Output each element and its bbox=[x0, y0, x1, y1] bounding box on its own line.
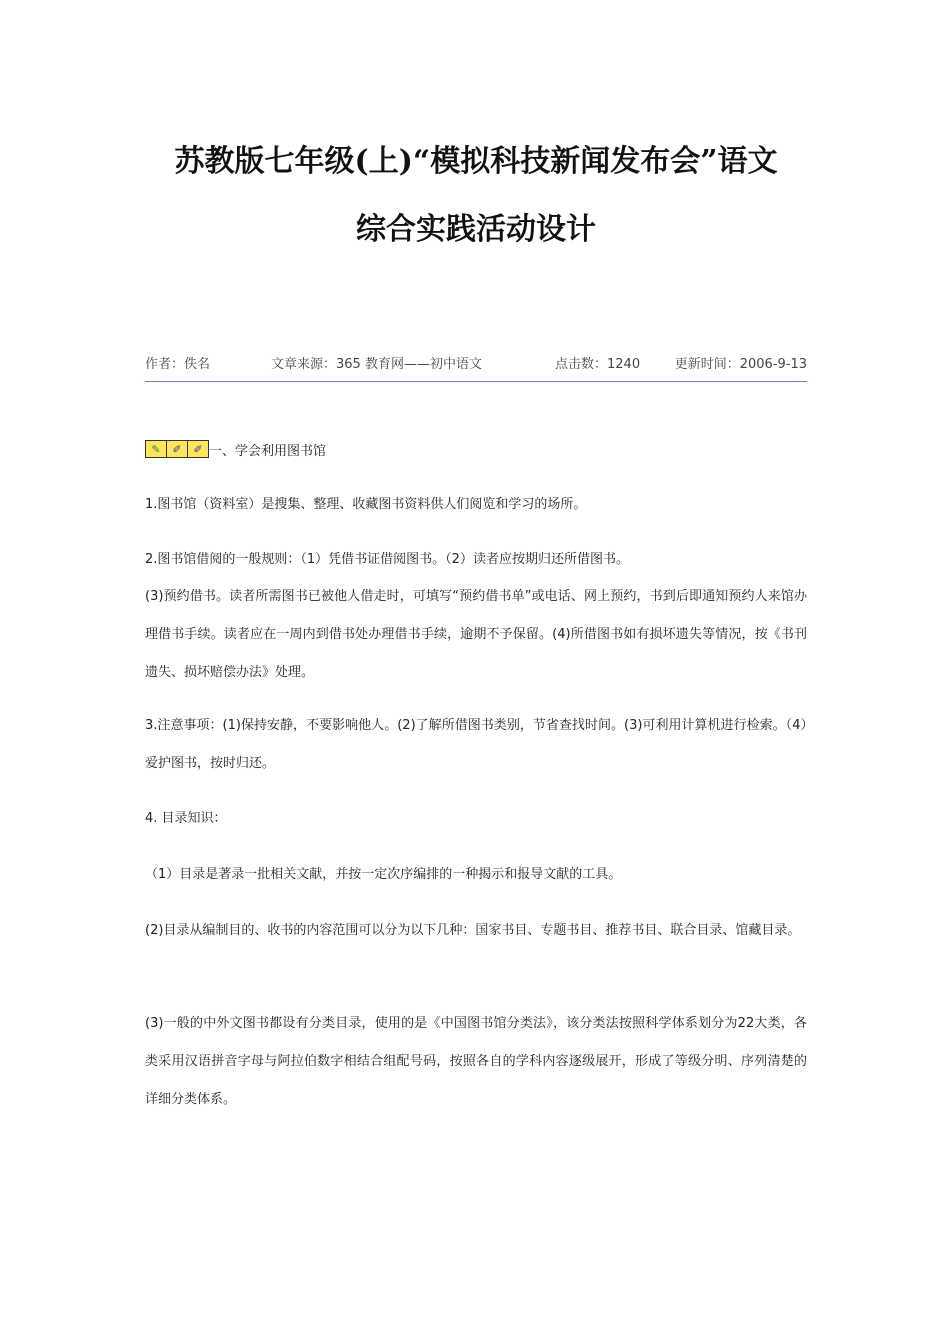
pen-icon: ✐ bbox=[187, 440, 209, 458]
meta-hits: 点击数：1240 bbox=[555, 357, 641, 372]
meta-author: 作者：佚名 bbox=[145, 357, 211, 372]
article-meta bbox=[145, 350, 807, 374]
paragraph-2: 2.图书馆借阅的一般规则：（1）凭借书证借阅图书。（2）读者应按期归还所借图书。 bbox=[145, 552, 629, 567]
paragraph-3: (3)预约借书。读者所需图书已被他人借走时，可填写“预约借书单”或电话、网上预约，书到后即通知预约人来馆办理借书手续。读者应在一周内到借书处办理借书手续，逾期不予保留。(4)所借图书如有损坏遗失等情况，按《书刊遗失、损坏赔偿办法》处理。 bbox=[145, 589, 807, 680]
paragraph-6: （1）目录是著录一批相关文献，并按一定次序编排的一种揭示和报导文献的工具。 bbox=[145, 867, 622, 882]
pen-icon: ✐ bbox=[166, 440, 188, 458]
paragraph-5: 4. 目录知识： bbox=[145, 811, 227, 826]
title-line-1: 苏教版七年级(上)“模拟科技新闻发布会”语文 bbox=[174, 144, 778, 179]
document-title bbox=[145, 128, 807, 264]
meta-source: 文章来源：365 教育网——初中语文 bbox=[271, 357, 482, 372]
paragraph-7: (2)目录从编制目的、收书的内容范围可以分为以下几种：国家书目、专题书目、推荐书目、联合目录、馆藏目录。 bbox=[145, 923, 801, 938]
section-heading bbox=[145, 438, 326, 460]
paragraph-4: 3.注意事项：(1)保持安静，不要影响他人。(2)了解所借图书类别，节省查找时间。(3)可利用计算机进行检索。（4）爱护图书，按时归还。 bbox=[145, 718, 807, 771]
title-line-2: 综合实践活动设计 bbox=[356, 212, 596, 247]
meta-updated: 更新时间：2006-9-13 bbox=[674, 357, 807, 372]
paragraph-8: (3)一般的中外文图书都设有分类目录，使用的是《中国图书馆分类法》，该分类法按照科学体系划分为22大类，各类采用汉语拼音字母与阿拉伯数字相结合组配号码，按照各自的学科内容逐级展开，形成了等级分明、序列清楚的详细分类体系。 bbox=[145, 1016, 807, 1107]
meta-divider bbox=[145, 381, 807, 382]
section-badges bbox=[145, 440, 208, 458]
paragraph-1: 1.图书馆（资料室）是搜集、整理、收藏图书资料供人们阅览和学习的场所。 bbox=[145, 497, 587, 512]
pencil-icon: ✎ bbox=[145, 440, 167, 458]
section-heading-text: 一、学会利用图书馆 bbox=[209, 443, 327, 459]
